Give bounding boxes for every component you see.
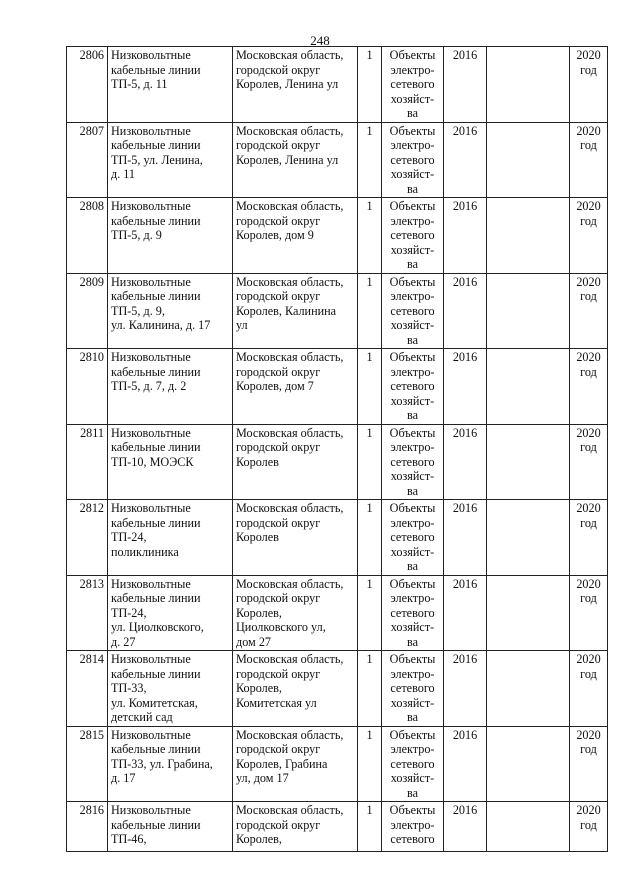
object-year: 2016 xyxy=(444,726,487,802)
object-year: 2016 xyxy=(444,198,487,274)
object-address: Московская область, городской округ Королев, xyxy=(233,802,358,852)
objects-table xyxy=(66,46,608,852)
table-row xyxy=(67,273,608,349)
object-quantity: 1 xyxy=(358,651,382,727)
object-name: Низковольтные кабельные линии ТП-24, ул. Циолковского, д. 27 xyxy=(108,575,233,651)
table-row xyxy=(67,802,608,852)
table-row xyxy=(67,726,608,802)
page-number: 248 xyxy=(310,33,330,48)
object-category: Объекты электро- сетевого хозяйст- ва xyxy=(382,47,444,123)
object-year: 2016 xyxy=(444,424,487,500)
object-year: 2016 xyxy=(444,47,487,123)
object-category: Объекты электро- сетевого хозяйст- ва xyxy=(382,726,444,802)
object-deadline: 2020 год xyxy=(570,273,608,349)
object-address: Московская область, городской округ Королев, дом 7 xyxy=(233,349,358,425)
object-extra xyxy=(487,500,570,576)
object-deadline: 2020 год xyxy=(570,575,608,651)
object-extra xyxy=(487,802,570,852)
object-address: Московская область, городской округ Королев, дом 9 xyxy=(233,198,358,274)
object-name: Низковольтные кабельные линии ТП-10, МОЭСК xyxy=(108,424,233,500)
object-address: Московская область, городской округ Королев, Ленина ул xyxy=(233,47,358,123)
object-name: Низковольтные кабельные линии ТП-5, д. 9, ул. Калинина, д. 17 xyxy=(108,273,233,349)
object-extra xyxy=(487,273,570,349)
table-row xyxy=(67,349,608,425)
row-number: 2809 xyxy=(67,273,108,349)
row-number: 2810 xyxy=(67,349,108,425)
object-year: 2016 xyxy=(444,122,487,198)
object-address: Московская область, городской округ Королев xyxy=(233,424,358,500)
object-name: Низковольтные кабельные линии ТП-24, поликлиника xyxy=(108,500,233,576)
row-number: 2806 xyxy=(67,47,108,123)
object-quantity: 1 xyxy=(358,424,382,500)
table-row xyxy=(67,122,608,198)
object-extra xyxy=(487,47,570,123)
object-extra xyxy=(487,424,570,500)
row-number: 2814 xyxy=(67,651,108,727)
object-deadline: 2020 год xyxy=(570,424,608,500)
table-row xyxy=(67,651,608,727)
object-deadline: 2020 год xyxy=(570,198,608,274)
object-extra xyxy=(487,726,570,802)
object-quantity: 1 xyxy=(358,47,382,123)
object-category: Объекты электро- сетевого хозяйст- ва xyxy=(382,500,444,576)
object-quantity: 1 xyxy=(358,273,382,349)
object-year: 2016 xyxy=(444,273,487,349)
object-deadline: 2020 год xyxy=(570,47,608,123)
object-name: Низковольтные кабельные линии ТП-33, ул. Грабина, д. 17 xyxy=(108,726,233,802)
object-deadline: 2020 год xyxy=(570,651,608,727)
row-number: 2816 xyxy=(67,802,108,852)
object-name: Низковольтные кабельные линии ТП-5, д. 11 xyxy=(108,47,233,123)
object-quantity: 1 xyxy=(358,500,382,576)
object-year: 2016 xyxy=(444,500,487,576)
object-quantity: 1 xyxy=(358,575,382,651)
object-category: Объекты электро- сетевого хозяйст- ва xyxy=(382,273,444,349)
object-category: Объекты электро- сетевого хозяйст- ва xyxy=(382,198,444,274)
table-row xyxy=(67,500,608,576)
object-category: Объекты электро- сетевого хозяйст- ва xyxy=(382,349,444,425)
object-name: Низковольтные кабельные линии ТП-5, ул. Ленина, д. 11 xyxy=(108,122,233,198)
table-row xyxy=(67,575,608,651)
row-number: 2808 xyxy=(67,198,108,274)
object-category: Объекты электро- сетевого хозяйст- ва xyxy=(382,575,444,651)
object-address: Московская область, городской округ Королев xyxy=(233,500,358,576)
object-year: 2016 xyxy=(444,349,487,425)
object-deadline: 2020 год xyxy=(570,349,608,425)
object-deadline: 2020 год xyxy=(570,802,608,852)
object-extra xyxy=(487,122,570,198)
object-address: Московская область, городской округ Королев, Комитетская ул xyxy=(233,651,358,727)
object-year: 2016 xyxy=(444,651,487,727)
object-deadline: 2020 год xyxy=(570,726,608,802)
object-quantity: 1 xyxy=(358,122,382,198)
table-row xyxy=(67,424,608,500)
table-row xyxy=(67,47,608,123)
row-number: 2815 xyxy=(67,726,108,802)
object-year: 2016 xyxy=(444,802,487,852)
object-address: Московская область, городской округ Королев, Калинина ул xyxy=(233,273,358,349)
object-extra xyxy=(487,198,570,274)
row-number: 2812 xyxy=(67,500,108,576)
object-extra xyxy=(487,651,570,727)
object-category: Объекты электро- сетевого xyxy=(382,802,444,852)
object-category: Объекты электро- сетевого хозяйст- ва xyxy=(382,651,444,727)
object-year: 2016 xyxy=(444,575,487,651)
object-category: Объекты электро- сетевого хозяйст- ва xyxy=(382,122,444,198)
object-quantity: 1 xyxy=(358,349,382,425)
object-name: Низковольтные кабельные линии ТП-5, д. 7, д. 2 xyxy=(108,349,233,425)
object-address: Московская область, городской округ Королев, Ленина ул xyxy=(233,122,358,198)
object-name: Низковольтные кабельные линии ТП-46, xyxy=(108,802,233,852)
table-row xyxy=(67,198,608,274)
object-quantity: 1 xyxy=(358,802,382,852)
object-name: Низковольтные кабельные линии ТП-33, ул. Комитетская, детский сад xyxy=(108,651,233,727)
object-category: Объекты электро- сетевого хозяйст- ва xyxy=(382,424,444,500)
object-extra xyxy=(487,575,570,651)
object-extra xyxy=(487,349,570,425)
object-address: Московская область, городской округ Королев, Циолковского ул, дом 27 xyxy=(233,575,358,651)
row-number: 2811 xyxy=(67,424,108,500)
row-number: 2807 xyxy=(67,122,108,198)
object-name: Низковольтные кабельные линии ТП-5, д. 9 xyxy=(108,198,233,274)
row-number: 2813 xyxy=(67,575,108,651)
object-deadline: 2020 год xyxy=(570,500,608,576)
object-deadline: 2020 год xyxy=(570,122,608,198)
object-quantity: 1 xyxy=(358,726,382,802)
object-quantity: 1 xyxy=(358,198,382,274)
object-address: Московская область, городской округ Королев, Грабина ул, дом 17 xyxy=(233,726,358,802)
